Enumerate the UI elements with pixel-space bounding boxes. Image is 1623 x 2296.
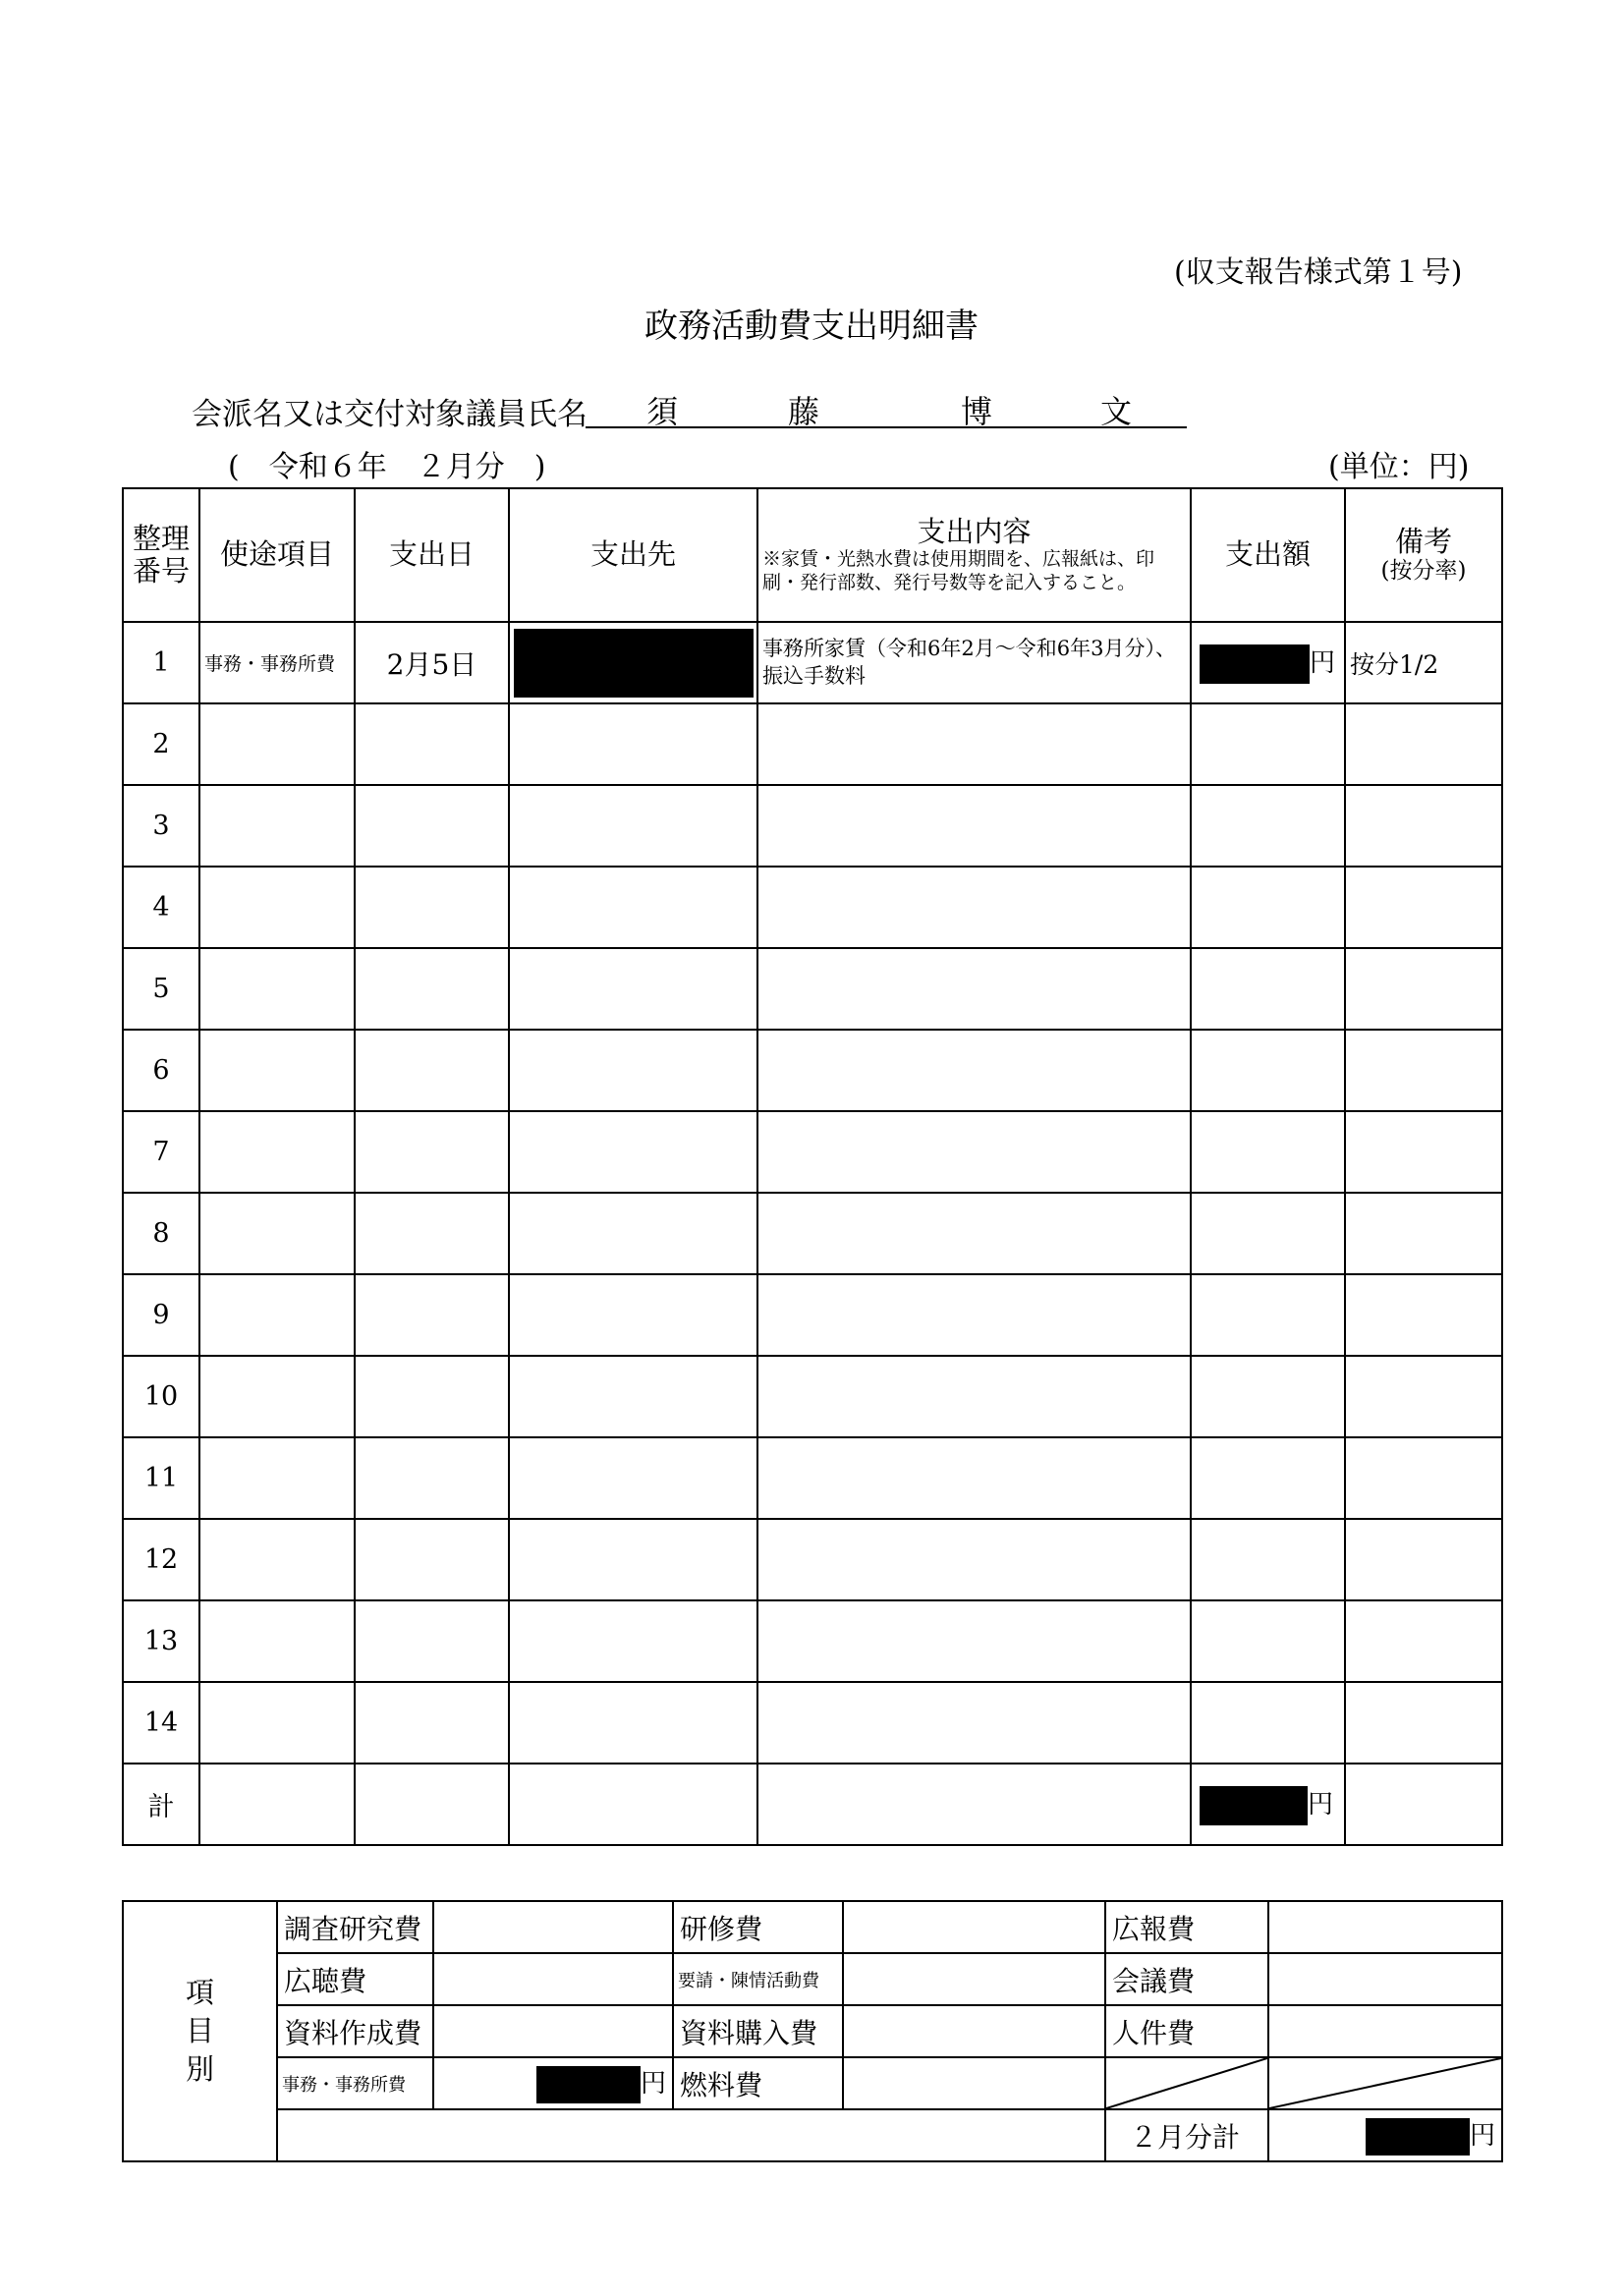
row-number: 2 [123,703,199,785]
payee-redaction [514,629,754,698]
diagonal-line [1106,2058,1267,2108]
table-row [123,1682,1502,1764]
row-remarks: 按分1/2 [1345,622,1502,703]
table-row [123,1274,1502,1356]
summary-fuel-label: 燃料費 [673,2057,843,2109]
header-remarks-sub: (按分率) [1380,558,1467,585]
row-content: 事務所家賃（令和6年2月～令和6年3月分）、振込手数料 [757,622,1191,703]
month-total-unit: 円 [1469,2121,1495,2151]
total-row [123,1764,1502,1845]
header-no [123,488,199,622]
total-amount-unit: 円 [1308,1789,1334,1820]
summary-row [123,1953,1502,2005]
table-row [123,1193,1502,1274]
summary-personnel-label: 人件費 [1105,2005,1268,2057]
table-row [123,1600,1502,1682]
summary-training-label: 研修費 [673,1901,843,1953]
table-row [123,1437,1502,1519]
summary-row [123,1901,1502,1953]
month-total-redaction [1366,2118,1470,2156]
summary-meeting-label: 会議費 [1105,1953,1268,2005]
category-summary-table [122,1900,1503,2162]
summary-meeting-amount [1268,1953,1502,2005]
header-date: 支出日 [355,488,509,622]
header-content-title: 支出内容 [917,514,1032,548]
summary-petition-label: 要請・陳情活動費 [673,1953,843,2005]
summary-diagonal-cell [1268,2057,1502,2109]
total-label: 計 [123,1764,199,1845]
table-row [123,867,1502,948]
table-row [123,622,1502,703]
header-payee: 支出先 [509,488,757,622]
summary-office-amount [433,2057,673,2109]
row-number: 12 [123,1519,199,1600]
row-number: 9 [123,1274,199,1356]
summary-side-char: 目 [185,2013,214,2047]
row-number: 1 [123,622,199,703]
amount-unit: 円 [1310,647,1336,678]
row-number: 4 [123,867,199,948]
row-date: 2月5日 [355,622,509,703]
row-number: 7 [123,1111,199,1193]
summary-materials-purchase-label: 資料購入費 [673,2005,843,2057]
row-number: 13 [123,1600,199,1682]
summary-materials-purchase-amount [843,2005,1105,2057]
member-name-char: 藤 [788,393,820,430]
row-number: 6 [123,1030,199,1111]
summary-pr-amount [1268,1901,1502,1953]
row-number: 5 [123,948,199,1030]
summary-hearing-label: 広聴費 [277,1953,433,2005]
summary-row [123,2109,1502,2161]
summary-petition-amount [843,1953,1105,2005]
member-name-field [586,383,1187,428]
table-row [123,948,1502,1030]
table-row [123,785,1502,867]
summary-fuel-amount [843,2057,1105,2109]
total-amount [1191,1764,1345,1845]
header-remarks-title: 備考 [1394,525,1452,559]
reporting-period: ( 令和６年 ２月分 ) [228,450,546,484]
member-name-char: 須 [646,393,679,430]
total-amount-redaction [1200,1786,1308,1825]
table-row [123,703,1502,785]
summary-materials-creation-label: 資料作成費 [277,2005,433,2057]
header-content-note: ※家賃・光熱水費は使用期間を、広報紙は、印刷・発行部数、発行号数等を記入すること。 [762,547,1155,593]
header-no-line1: 整理 [132,521,190,555]
member-name-char: 博 [961,393,993,430]
member-name-label: 会派名又は交付対象議員氏名 [192,397,588,432]
summary-side-label [123,1901,277,2161]
header-purpose: 使途項目 [199,488,355,622]
summary-diagonal-cell [1105,2057,1268,2109]
summary-hearing-amount [433,1953,673,2005]
table-row [123,1111,1502,1193]
diagonal-line [1269,2058,1501,2108]
summary-research-amount [433,1901,673,1953]
row-number: 14 [123,1682,199,1764]
month-total-label: ２月分計 [1105,2109,1268,2161]
row-payee [509,622,757,703]
office-amount-unit: 円 [640,2069,666,2099]
table-row [123,1519,1502,1600]
table-row [123,1030,1502,1111]
member-name-char: 文 [1100,393,1133,430]
unit-label: (単位：円) [1328,450,1470,484]
table-header-row [123,488,1502,622]
summary-training-amount [843,1901,1105,1953]
header-amount: 支出額 [1191,488,1345,622]
header-content [757,488,1191,622]
summary-materials-creation-amount [433,2005,673,2057]
row-number: 8 [123,1193,199,1274]
summary-personnel-amount [1268,2005,1502,2057]
row-number: 10 [123,1356,199,1437]
row-amount [1191,622,1345,703]
summary-pr-label: 広報費 [1105,1901,1268,1953]
table-row [123,1356,1502,1437]
row-number: 3 [123,785,199,867]
expenditure-table [122,487,1503,1846]
header-remarks [1345,488,1502,622]
summary-office-label: 事務・事務所費 [277,2057,433,2109]
summary-research-label: 調査研究費 [277,1901,433,1953]
header-no-line2: 番号 [132,554,190,588]
row-number: 11 [123,1437,199,1519]
month-total-amount [1268,2109,1502,2161]
summary-side-char: 項 [185,1975,214,2009]
row-purpose: 事務・事務所費 [199,622,355,703]
summary-blank-cell [277,2109,1105,2161]
summary-row [123,2005,1502,2057]
document-title: 政務活動費支出明細書 [644,307,979,346]
office-amount-redaction [536,2066,641,2103]
summary-side-char: 別 [185,2052,214,2087]
summary-row [123,2057,1502,2109]
form-number: (収支報告様式第１号) [1174,255,1463,290]
amount-redaction [1200,644,1310,684]
